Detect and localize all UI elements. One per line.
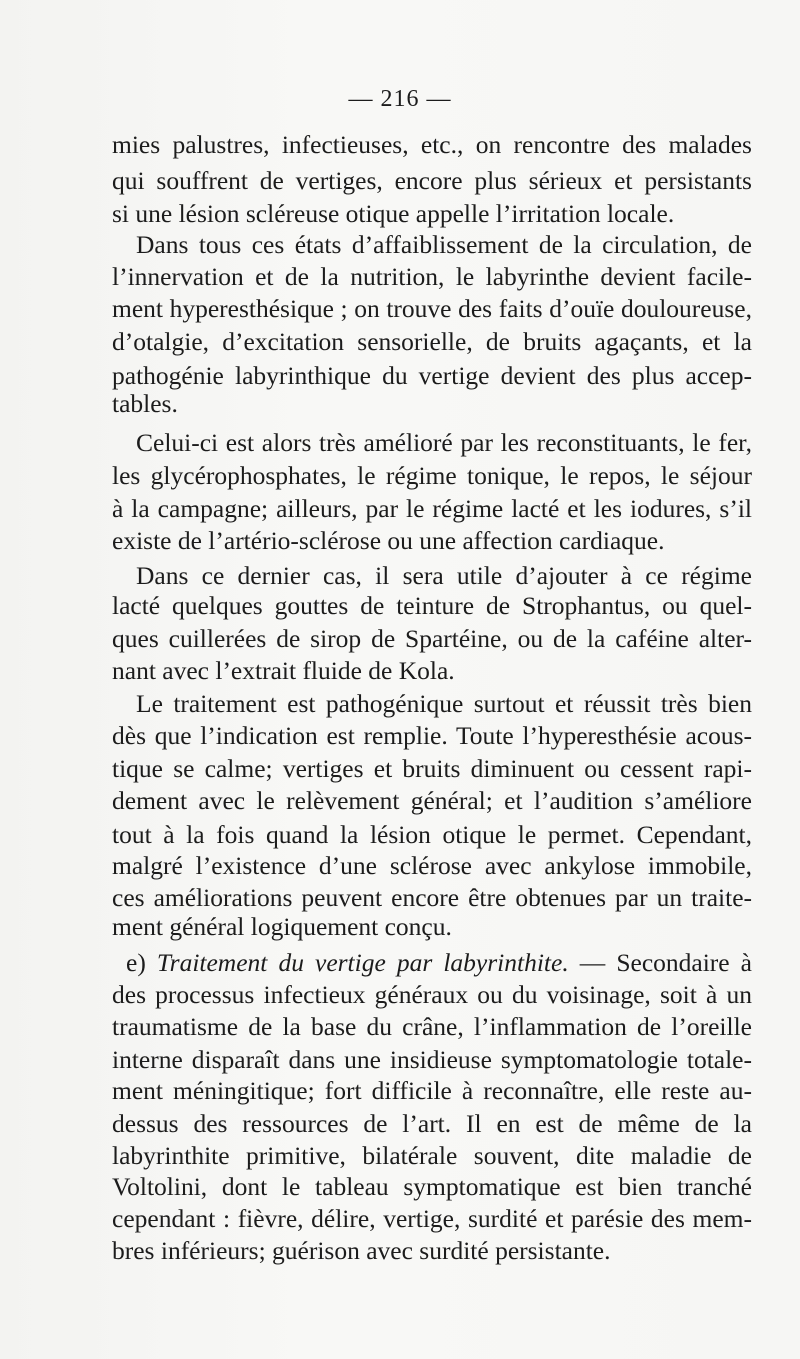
- text-line: ment hyperesthésique ; on trouve des faits d’ouïe douloureuse,: [112, 294, 752, 323]
- text-line: d’otalgie, d’excitation sensorielle, de bruits agaçants, et la: [112, 327, 752, 356]
- text-line: dès que l’indication est remplie. Toute l’hyperesthésie acous-: [112, 721, 752, 750]
- text-line: des processus infectieux généraux ou du voisinage, soit à un: [112, 980, 752, 1009]
- section-letter: e): [126, 948, 157, 977]
- paragraph-first-line: Dans ce dernier cas, il sera utile d’ajouter à ce régime: [136, 561, 752, 590]
- text-line: nant avec l’extrait fluide de Kola.: [112, 656, 455, 685]
- text-line: dessus des ressources de l’art. Il en est de même de la: [112, 1109, 752, 1138]
- text-line: ment méningitique; fort difficile à reconnaître, elle reste au-: [112, 1076, 752, 1105]
- section-heading-line: [126, 948, 752, 978]
- text-line: lacté quelques gouttes de teinture de Strophantus, ou quel-: [112, 591, 752, 620]
- paragraph-first-line: Le traitement est pathogénique surtout et réussit très bien: [136, 689, 752, 718]
- text-line: dement avec le relèvement général; et l’audition s’améliore: [112, 786, 752, 815]
- section-title: Traitement du vertige par labyrinthite.: [156, 948, 569, 977]
- text-line: interne disparaît dans une insidieuse symptomatologie totale-: [112, 1045, 752, 1074]
- text-line: ces améliorations peuvent encore être obtenues par un traite-: [112, 883, 752, 912]
- text-line: à la campagne; ailleurs, par le régime lacté et les iodures, s’il: [112, 494, 752, 523]
- text-line: tique se calme; vertiges et bruits diminuent ou cessent rapi-: [112, 754, 752, 783]
- text-line: les glycérophosphates, le régime tonique, le repos, le séjour: [112, 461, 752, 490]
- text-line: Voltolini, dont le tableau symptomatique est bien tranché: [112, 1172, 752, 1201]
- text-line: si une lésion scléreuse otique appelle l’irritation locale.: [112, 199, 675, 228]
- text-line: existe de l’artério-sclérose ou une affection cardiaque.: [112, 526, 665, 555]
- text-line: l’innervation et de la nutrition, le labyrinthe devient facile-: [112, 262, 752, 291]
- text-line: malgré l’existence d’une sclérose avec ankylose immobile,: [112, 851, 752, 880]
- text-line: ques cuillerées de sirop de Spartéine, ou de la caféine alter-: [112, 624, 752, 653]
- paragraph-first-line: Dans tous ces états d’affaiblissement de la circulation, de: [136, 230, 752, 259]
- text-line: labyrinthite primitive, bilatérale souvent, dite maladie de: [112, 1141, 752, 1170]
- text-line: qui souffrent de vertiges, encore plus sérieux et persistants: [112, 166, 752, 195]
- text-line: ment général logiquement conçu.: [112, 912, 452, 941]
- section-text: — Secondaire à: [568, 948, 752, 977]
- paragraph-first-line: Celui-ci est alors très amélioré par les reconstituants, le fer,: [136, 428, 752, 457]
- page-number: — 216 —: [348, 86, 452, 112]
- text-line: traumatisme de la base du crâne, l’inflammation de l’oreille: [112, 1012, 752, 1041]
- text-line: cependant : fièvre, délire, vertige, surdité et parésie des mem-: [112, 1204, 752, 1233]
- text-line: bres inférieurs; guérison avec surdité persistante.: [112, 1236, 611, 1265]
- text-line: tables.: [112, 389, 178, 418]
- text-line: pathogénie labyrinthique du vertige devient des plus accep-: [112, 361, 752, 390]
- text-line: mies palustres, infectieuses, etc., on rencontre des malades: [112, 130, 752, 159]
- text-line: tout à la fois quand la lésion otique le permet. Cependant,: [112, 820, 752, 849]
